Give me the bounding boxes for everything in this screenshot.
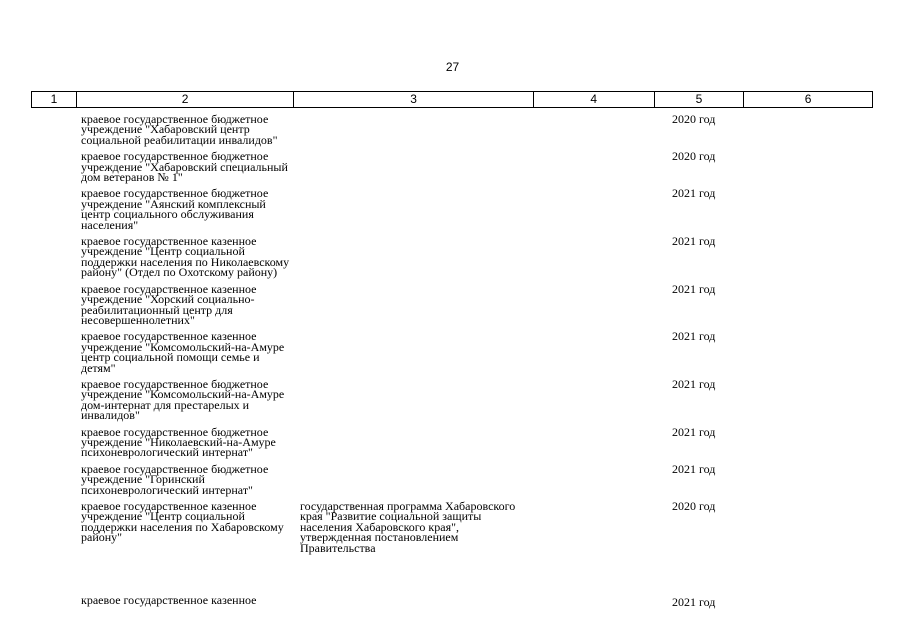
table-row xyxy=(0,188,905,230)
column-header-3: 3 xyxy=(294,92,533,107)
table-row xyxy=(0,236,905,278)
column-header-4: 4 xyxy=(534,92,655,107)
year-cell: 2021 год xyxy=(672,329,716,344)
table-header-row xyxy=(31,91,873,108)
year-cell: 2021 год xyxy=(672,461,716,476)
institution-name: краевое государственное казенное учреждение "Центр социальной поддержки населения по Хабаровскому району" xyxy=(81,499,284,545)
column-header-5: 5 xyxy=(655,92,745,107)
institution-name: краевое государственное казенное учреждение "Комсомольский-на-Амуре центр социальной помощи семье и детям" xyxy=(81,329,285,375)
year-cell: 2020 год xyxy=(672,499,716,513)
year-cell: 2021 год xyxy=(672,281,716,296)
institution-name: краевое государственное казенное xyxy=(81,593,257,607)
year-cell: 2020 год xyxy=(672,149,716,164)
table-row xyxy=(0,331,905,373)
program-cell: государственная программа Хабаровского края "Развитие социальной защиты населения Хабаровского края", утвержденная постановлением Правительства xyxy=(300,499,516,555)
year-cell: 2021 год xyxy=(672,234,716,249)
institution-name: краевое государственное казенное учреждение "Центр социальной поддержки населения по Николаевскому району" (Отдел по Охотскому району) xyxy=(81,234,290,280)
table-row xyxy=(0,114,905,145)
institution-name: краевое государственное бюджетное учреждение "Хабаровский специальный дом ветеранов № 1" xyxy=(81,149,288,185)
year-cell: 2021 год xyxy=(672,595,716,609)
year-cell: 2021 год xyxy=(672,424,716,439)
column-header-6: 6 xyxy=(804,92,812,106)
table-row xyxy=(0,281,905,327)
institution-name: краевое государственное бюджетное учреждение "Аянский комплексный центр социального обслуживания населения" xyxy=(81,186,269,232)
year-cell: 2020 год xyxy=(672,112,716,126)
institution-name: краевое государственное казенное учреждение "Хорский социально-реабилитационный центр для несовершеннолетних" xyxy=(81,281,257,327)
table-body xyxy=(0,112,905,555)
table-row xyxy=(0,376,905,423)
page-number: 27 xyxy=(445,60,460,74)
table-row xyxy=(0,499,905,555)
table-row xyxy=(0,461,905,497)
year-cell: 2021 год xyxy=(672,376,716,391)
institution-name: краевое государственное бюджетное учреждение "Горинский психоневрологический интернат" xyxy=(81,461,269,497)
table-row xyxy=(0,149,905,185)
year-cell: 2021 год xyxy=(672,186,716,201)
table-row xyxy=(0,424,905,460)
column-header-2: 2 xyxy=(77,92,294,107)
institution-name: краевое государственное бюджетное учреждение "Комсомольский-на-Амуре дом-интернат для престарелых и инвалидов" xyxy=(81,376,285,423)
column-header-1: 1 xyxy=(32,92,77,107)
institution-name: краевое государственное бюджетное учреждение "Хабаровский центр социальной реабилитации инвалидов" xyxy=(81,112,278,147)
institution-name: краевое государственное бюджетное учреждение "Николаевский-на-Амуре психоневрологический интернат" xyxy=(81,424,276,460)
